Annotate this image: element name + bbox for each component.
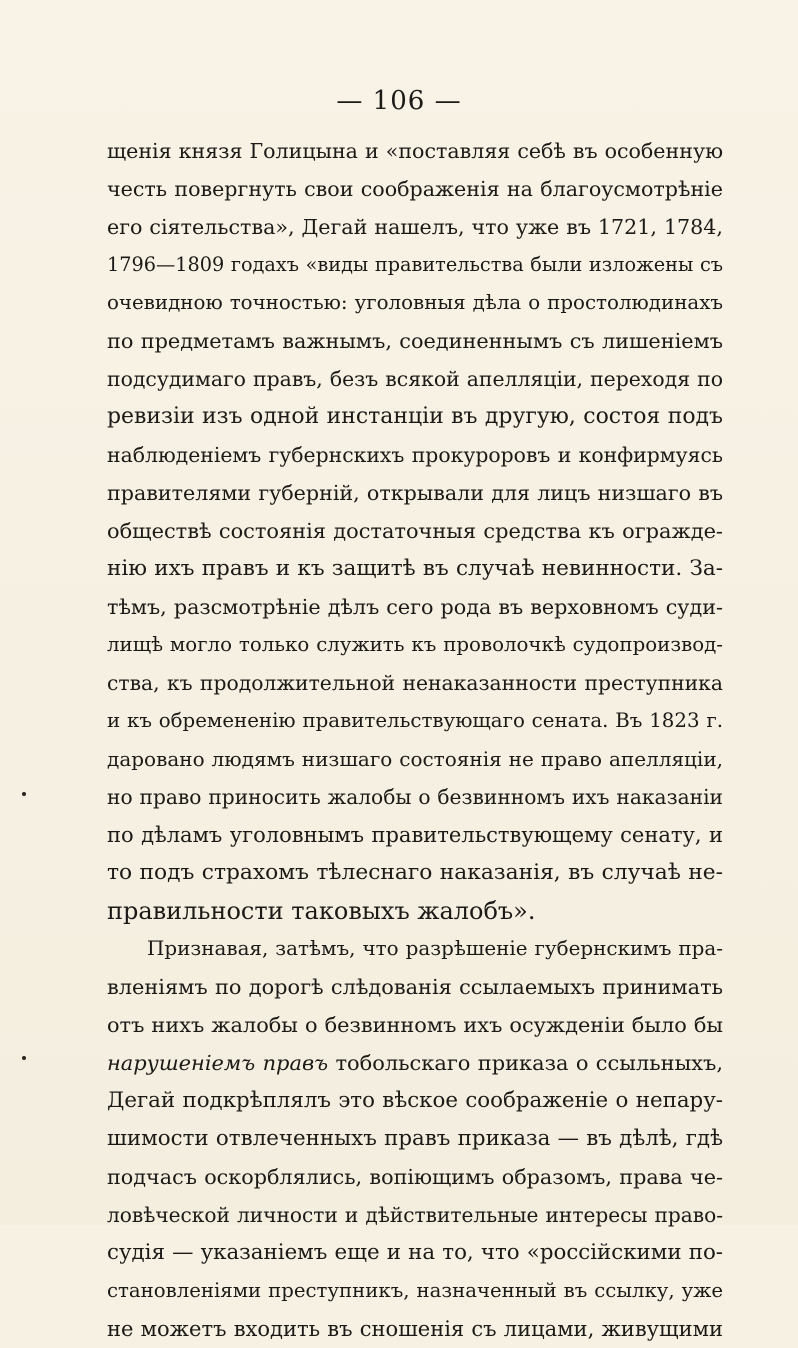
italic-phrase: нарушеніемъ правъ [107,1051,329,1075]
text-line: его сіятельства», Дегай нашелъ, что уже въ 1721, 1784, [107,215,723,239]
text-line: нію ихъ правъ и къ защитѣ въ случаѣ невинности. За- [107,556,723,581]
body-text [107,132,723,1348]
text-line: Дегай подкрѣплялъ это вѣское соображеніе о непару- [107,1088,723,1113]
text-line: лищѣ могло только служить къ проволочкѣ судопроизвод- [107,633,723,656]
text-line: вленіямъ по дорогѣ слѣдованія ссылаемыхъ принимать [107,975,723,999]
text-line: тѣмъ, разсмотрѣніе дѣлъ сего рода въ верховномъ суди- [107,595,723,619]
margin-mark [22,1056,26,1060]
text-line: ревизіи изъ одной инстанціи въ другую, состоя подъ [107,404,723,429]
text-line: ства, къ продолжительной ненаказанности преступника [107,671,723,695]
text-line: и къ обремененію правительствующаго сената. Въ 1823 г. [107,709,723,732]
text-line-rest: тобольскаго приказа о ссыльныхъ, [335,1051,724,1075]
text-line: очевидною точностью: уголовныя дѣла о простолюдинахъ [107,291,723,314]
text-line: обществѣ состоянія достаточныя средства къ огражде- [107,519,723,543]
text-line: даровано людямъ низшаго состоянія не право апелляціи, [107,747,723,771]
text-line: становленіями преступникъ, назначенный въ ссылку, уже [107,1279,723,1302]
text-line: подсудимаго правъ, безъ всякой апелляціи, переходя по [107,367,723,391]
text-line: но право приносить жалобы о безвинномъ ихъ наказаніи [107,785,723,809]
text-line: судія — указаніемъ еще и на то, что «россійскими по- [107,1240,723,1265]
text-line: щенія князя Голицына и «поставляя себѣ въ особенную [107,139,723,163]
text-line: Признавая, затѣмъ, что разрѣшеніе губернскимъ пра- [147,937,723,960]
text-line: шимости отвлеченныхъ правъ приказа — въ дѣлѣ, гдѣ [107,1126,723,1151]
text-line: честь повергнуть свои соображенія на благоусмотрѣніе [107,177,723,201]
text-line: ловѣческой личности и дѣйствительные интересы право- [107,1203,723,1227]
text-line: отъ нихъ жалобы о безвинномъ ихъ осужденіи было бы [107,1013,723,1037]
text-line: правителями губерній, открывали для лицъ низшаго въ [107,481,723,505]
text-line: правильности таковыхъ жалобъ». [107,897,536,925]
text-line-with-emphasis [107,1044,723,1082]
text-line: то подъ страхомъ тѣлеснаго наказанія, въ случаѣ не- [107,860,723,885]
text-line: по предметамъ важнымъ, соединеннымъ съ лишеніемъ [107,329,723,353]
text-line: по дѣламъ уголовнымъ правительствующему сенату, и [107,822,723,847]
margin-mark [22,792,26,796]
text-line: подчасъ оскорблялись, вопіющимъ образомъ, права че- [107,1165,723,1189]
page-number: — 106 — [336,86,462,116]
text-line: 1796—1809 годахъ «виды правительства были изложены съ [107,253,723,276]
text-line: не можетъ входить въ сношенія съ лицами, живущими [107,1316,723,1341]
text-line: наблюденіемъ губернскихъ прокуроровъ и конфирмуясь [107,443,723,467]
